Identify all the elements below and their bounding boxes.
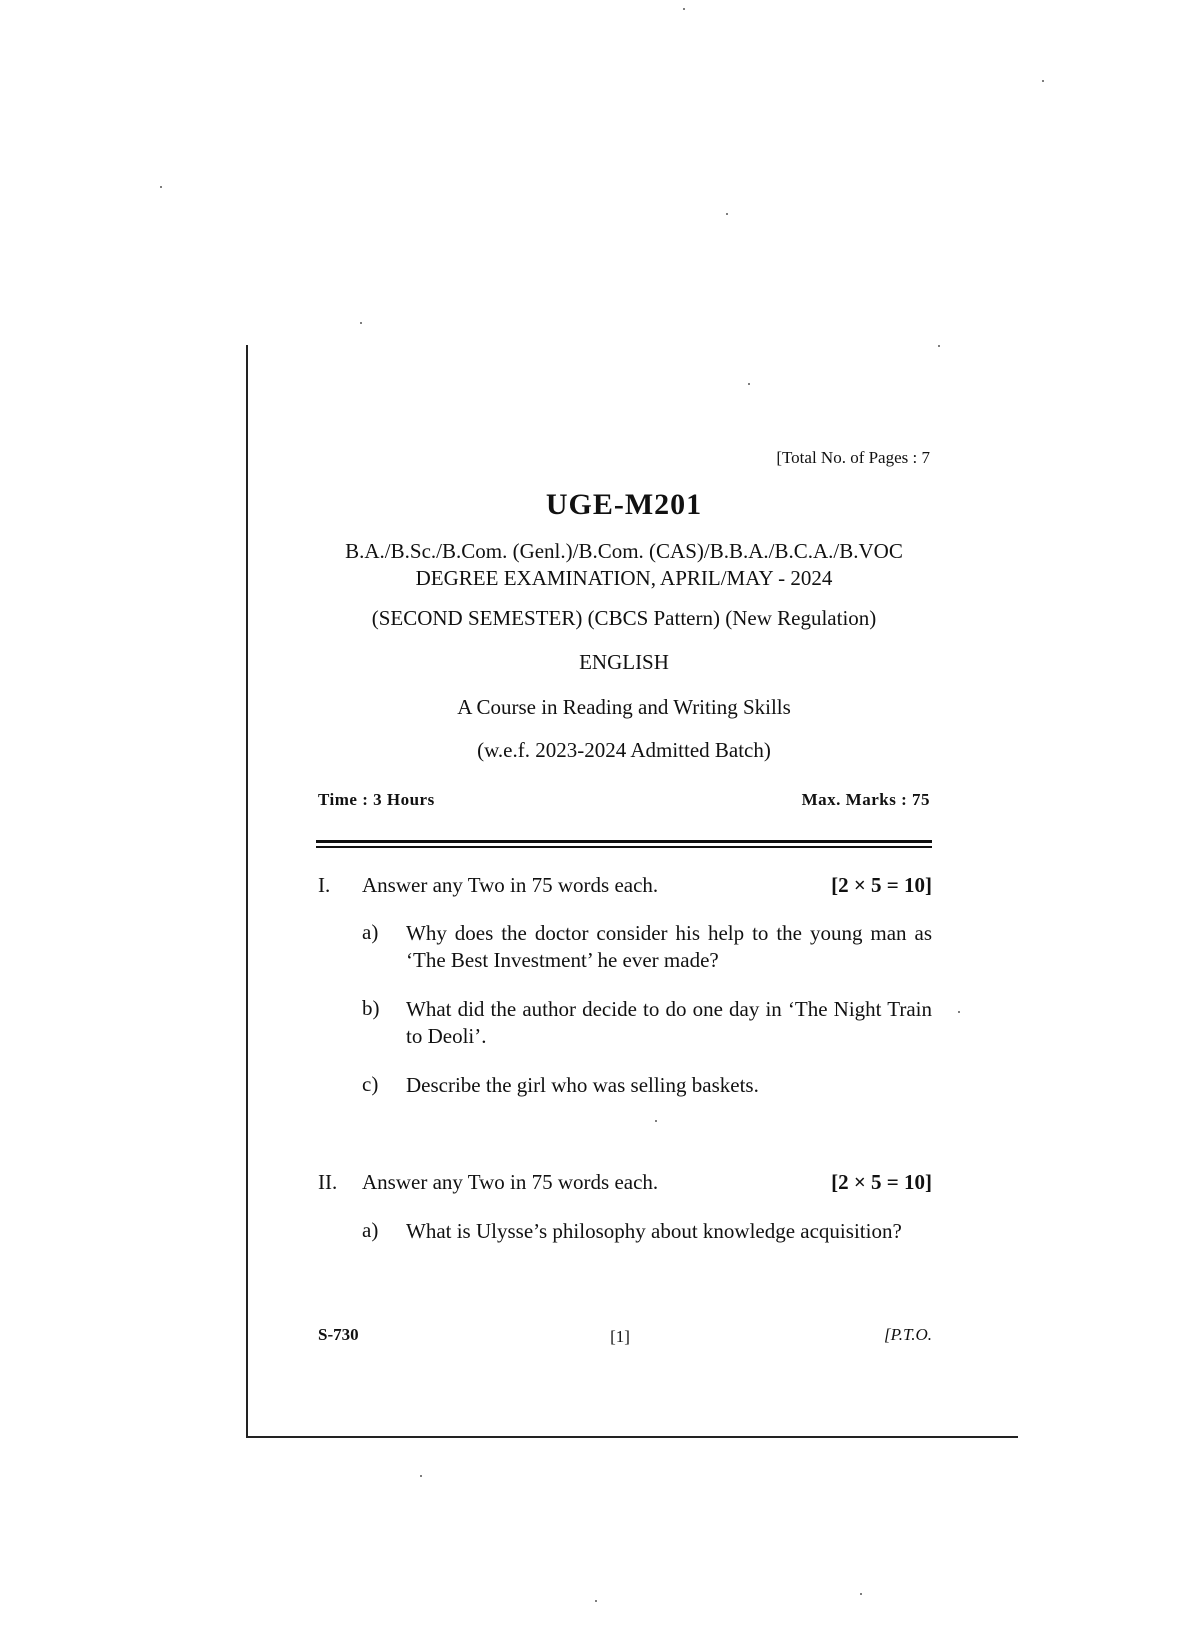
- degree-line-2: DEGREE EXAMINATION, APRIL/MAY - 2024: [415, 566, 833, 590]
- page-border-bottom: [246, 1436, 1018, 1438]
- scan-speck: [655, 1120, 657, 1122]
- header-rule: [316, 846, 932, 848]
- scan-speck: [360, 322, 362, 324]
- scan-speck: [683, 8, 685, 10]
- scan-speck: [860, 1593, 862, 1595]
- scan-speck: [420, 1475, 422, 1477]
- sub-question-label: a): [362, 920, 379, 944]
- question-marks: [2 × 5 = 10]: [831, 873, 932, 897]
- scan-speck: [726, 213, 728, 215]
- question-instruction: Answer any Two in 75 words each.: [362, 1170, 659, 1194]
- subject-title: ENGLISH: [579, 650, 669, 674]
- sub-question-label: c): [362, 1072, 379, 1096]
- sub-question-text: What is Ulysse’s philosophy about knowledge acquisition?: [406, 1219, 902, 1243]
- scan-speck: [160, 186, 162, 188]
- footer-page-number: [1]: [610, 1327, 630, 1346]
- exam-time: Time : 3 Hours: [318, 790, 435, 809]
- sub-question-text: Describe the girl who was selling baskets.: [406, 1073, 759, 1097]
- scan-speck: [748, 383, 750, 385]
- sub-question-text: Why does the doctor consider his help to the young man as ‘The Best Investment’ he ever made?: [406, 921, 932, 972]
- paper-code: UGE-M201: [545, 488, 703, 521]
- semester-line: (SECOND SEMESTER) (CBCS Pattern) (New Regulation): [371, 606, 877, 630]
- header-rule: [316, 840, 932, 843]
- batch-line: (w.e.f. 2023-2024 Admitted Batch): [477, 738, 771, 762]
- question-number: I.: [318, 873, 331, 897]
- max-marks: Max. Marks : 75: [801, 790, 930, 809]
- question-number: II.: [318, 1170, 338, 1194]
- degree-line-1: B.A./B.Sc./B.Com. (Genl.)/B.Com. (CAS)/B.B.A./B.C.A./B.VOC: [345, 539, 903, 563]
- question-marks: [2 × 5 = 10]: [831, 1170, 932, 1194]
- sub-question-text: What did the author decide to do one day in ‘The Night Train to Deoli’.: [406, 997, 932, 1048]
- total-pages: [Total No. of Pages : 7: [776, 448, 930, 467]
- page-border-left: [246, 345, 248, 1437]
- question-instruction: Answer any Two in 75 words each.: [362, 873, 659, 897]
- course-title: A Course in Reading and Writing Skills: [457, 695, 791, 719]
- scan-speck: [938, 345, 940, 347]
- footer-pto: [P.T.O.: [883, 1325, 932, 1344]
- degree-title: [318, 538, 930, 592]
- sub-question-label: b): [362, 996, 380, 1020]
- scan-speck: [595, 1600, 597, 1602]
- scan-speck: [1042, 80, 1044, 82]
- footer-code: S-730: [318, 1325, 359, 1344]
- sub-question-label: a): [362, 1218, 379, 1242]
- scan-speck: [958, 1011, 960, 1013]
